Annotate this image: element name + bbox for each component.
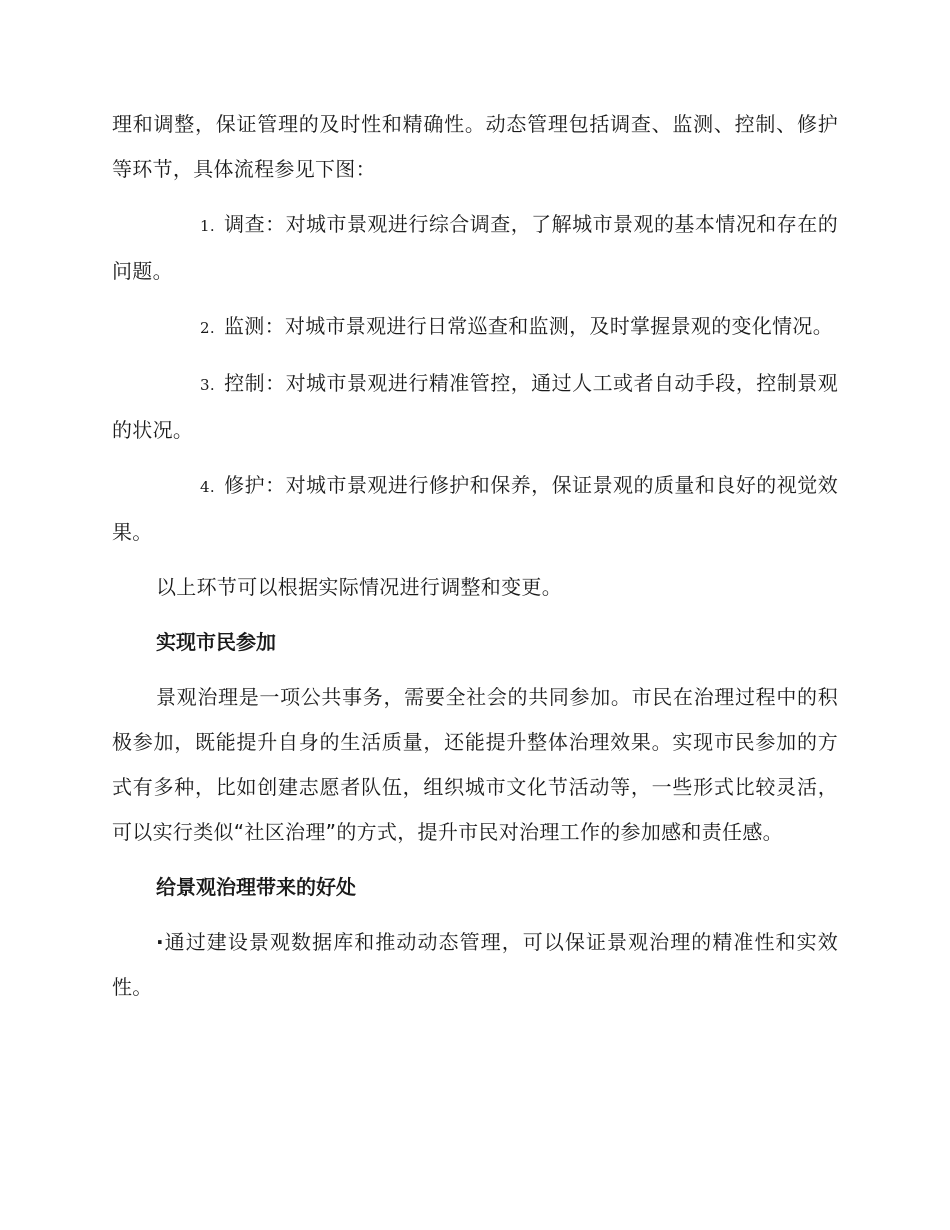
section-heading-participation: 实现市民参加: [156, 630, 276, 654]
list-item: [112, 361, 838, 453]
list-item: [112, 304, 838, 351]
section-heading-benefits: 给景观治理带来的好处: [156, 875, 356, 899]
step-text: 监测：对城市景观进行日常巡查和监测，及时掌握景观的变化情况。: [224, 314, 833, 338]
participation-paragraph: 景观治理是一项公共事务，需要全社会的共同参加。市民在治理过程中的积极参加，既能提升自身的生活质量，还能提升整体治理效果。实现市民参加的方式有多种，比如创建志愿者队伍，组织城市文化节活动等，一些形式比较灵活，可以实行类似“社区治理”的方式，提升市民对治理工作的参加感和责任感。: [112, 685, 838, 844]
step-number: 4.: [200, 478, 215, 496]
step-text: 调查：对城市景观进行综合调查，了解城市景观的基本情况和存在的问题。: [112, 212, 838, 283]
step-text: 修护：对城市景观进行修护和保养，保证景观的质量和良好的视觉效果。: [112, 473, 838, 544]
list-item: [112, 202, 838, 294]
benefit-text: 通过建设景观数据库和推动动态管理，可以保证景观治理的精准性和实效性。: [112, 930, 838, 999]
step-text: 控制：对城市景观进行精准管控，通过人工或者自动手段，控制景观的状况。: [112, 371, 838, 442]
step-number: 1.: [200, 217, 215, 235]
step-number: 2.: [200, 319, 215, 337]
list-item: [112, 463, 838, 555]
step-list: [112, 202, 838, 555]
intro-paragraph: 理和调整，保证管理的及时性和精确性。动态管理包括调查、监测、控制、修护等环节，具体流程参见下图：: [112, 112, 838, 181]
list-item: [112, 920, 838, 1010]
step-number: 3.: [200, 376, 215, 394]
summary-paragraph: 以上环节可以根据实际情况进行调整和变更。: [156, 575, 562, 599]
bullet-icon: ·: [156, 930, 164, 954]
